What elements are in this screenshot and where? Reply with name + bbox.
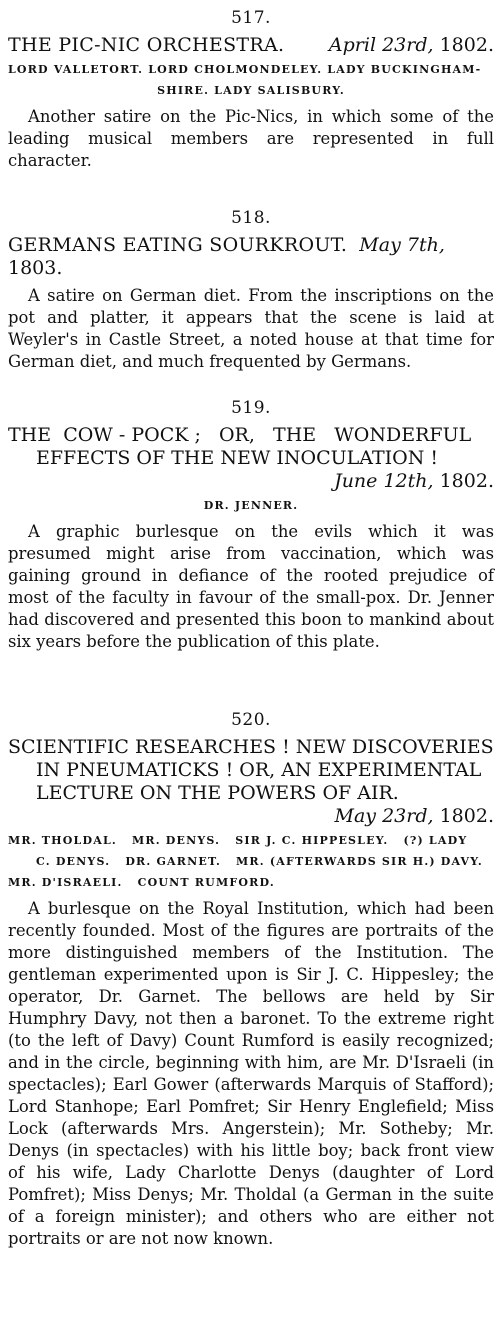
entry-518 — [8, 208, 494, 373]
entry-date-year: 1802. — [439, 805, 494, 827]
entry-date — [8, 805, 494, 828]
persons-depicted — [8, 59, 494, 101]
entry-number: 520. — [231, 710, 271, 730]
entry-number: 519. — [231, 398, 271, 418]
persons-line: C. DENYS. DR. GARNET. MR. (AFTERWARDS SIR H.) DAVY. — [36, 855, 483, 868]
entry-date — [329, 34, 494, 57]
entry-date-month: May 7th, — [359, 234, 445, 256]
entry-title: THE PIC-NIC ORCHESTRA. — [8, 34, 285, 56]
entry-date — [8, 470, 494, 493]
persons-line: SHIRE. LADY SALISBURY. — [157, 84, 345, 97]
entry-description: Another satire on the Pic-Nics, in which some of the leading musical members are represented in full character. — [8, 107, 494, 170]
entry-title-block — [8, 424, 494, 493]
entry-title-line — [8, 34, 494, 57]
entry-description: A satire on German diet. From the inscriptions on the pot and platter, it appears that the scene is laid at Weyler's in Castle Street, a noted house at that time for German diet, and much frequented by Germans. — [8, 286, 494, 371]
entry-number: 518. — [231, 208, 271, 228]
persons-depicted — [8, 830, 494, 893]
entry-title: GERMANS EATING SOURKROUT. — [8, 234, 348, 256]
persons-line: LORD VALLETORT. LORD CHOLMONDELEY. LADY BUCKINGHAM- — [8, 63, 482, 76]
persons-line: MR. THOLDAL. MR. DENYS. SIR J. C. HIPPESLEY. (?) LADY — [8, 834, 468, 847]
entry-description: A burlesque on the Royal Institution, which had been recently founded. Most of the figures are portraits of the more distinguished members of the Institution. The gentleman experimented upon is Sir J. C. Hippesley; the operator, Dr. Garnet. The bellows are held by Sir Humphry Davy, not then a baronet. To the extreme right (to the left of Davy) Count Rumford is easily recognized; and in the circle, beginning with him, are Mr. D'Israeli (in spectacles); Earl Gower (afterwards Marquis of Stafford); Lord Stanhope; Earl Pomfret; Sir Henry Englefield; Miss Lock (afterwards Mrs. Angerstein); Mr. Sotheby; Mr. Denys (in spectacles) with his little boy; back front view of his wife, Lady Charlotte Denys (daughter of Lord Pomfret); Miss Denys; Mr. Tholdal (a German in the suite of a foreign minister); and others who are either not portraits or are not now known. — [8, 899, 494, 1248]
entry-number: 517. — [231, 8, 271, 28]
persons-depicted: DR. JENNER. — [203, 499, 299, 512]
persons-line: MR. D'ISRAELI. COUNT RUMFORD. — [8, 876, 275, 889]
entry-title: SCIENTIFIC RESEARCHES ! NEW DISCOVERIES — [8, 736, 494, 758]
entry-title-line — [8, 234, 494, 280]
entry-description: A graphic burlesque on the evils which it was presumed might arise from vaccination, which was gaining ground in defiance of the rooted prejudice of most of the faculty in favour of the small-pox. Dr. Jenner had discovered and presented this boon to mankind about six years before the publication of this plate. — [8, 522, 494, 651]
entry-date-year: 1802. — [439, 34, 494, 56]
entry-517 — [8, 8, 494, 172]
entry-519 — [8, 398, 494, 653]
entry-title: LECTURE ON THE POWERS OF AIR. — [36, 782, 399, 804]
entry-title: IN PNEUMATICKS ! OR, AN EXPERIMENTAL — [36, 759, 482, 781]
entry-title: EFFECTS OF THE NEW INOCULATION ! — [36, 447, 438, 469]
entry-date-year: 1803. — [8, 257, 63, 279]
entry-date-month: April 23rd, — [328, 34, 434, 56]
entry-date-month: May 23rd, — [334, 805, 434, 827]
entry-title-block — [8, 736, 494, 828]
entry-date-month: June 12th, — [334, 470, 434, 492]
entry-date-year: 1802. — [439, 470, 494, 492]
entry-title: THE COW - POCK ; OR, THE WONDERFUL — [8, 424, 472, 446]
entry-520 — [8, 710, 494, 1250]
